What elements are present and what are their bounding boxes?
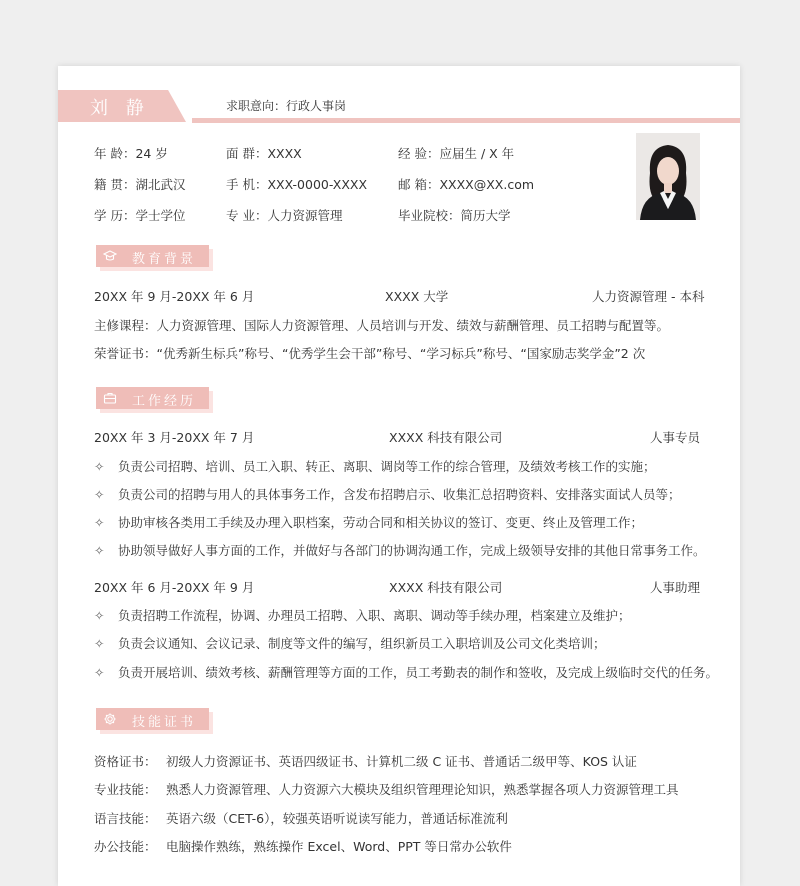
graduation-cap-icon xyxy=(103,249,117,263)
job-intent: 求职意向：行政人事岗 xyxy=(226,99,347,113)
skill-row: 资格证书： 初级人力资源证书、英语四级证书、计算机二级 C 证书、普通话二级甲等、KOS 认证 xyxy=(94,754,637,769)
skill-row: 办公技能： 电脑操作熟练，熟练操作 Excel、Word、PPT 等日常办公软件 xyxy=(94,839,512,854)
section-title: 工作经历 xyxy=(132,394,197,409)
info-experience: 经 验：应届生 / X 年 xyxy=(398,146,515,161)
info-school: 毕业院校：简历大学 xyxy=(398,208,511,223)
info-appearance: 面 群：XXXX xyxy=(226,146,302,161)
job-company: XXXX 科技有限公司 xyxy=(389,580,503,595)
info-degree: 学 历：学士学位 xyxy=(94,208,186,223)
diamond-bullet-icon: ✧ xyxy=(94,636,105,651)
diamond-bullet-icon: ✧ xyxy=(94,459,105,474)
info-origin: 籍 贯：湖北武汉 xyxy=(94,177,186,192)
job-duty: ✧ 协助审核各类用工手续及办理入职档案，劳动合同和相关协议的签订、变更、终止及管理工作； xyxy=(94,515,644,530)
job-duty: ✧ 协助领导做好人事方面的工作，并做好与各部门的协调沟通工作，完成上级领导安排的其他日常事务工作。 xyxy=(94,543,706,558)
job-company: XXXX 科技有限公司 xyxy=(389,430,503,445)
info-major: 专 业：人力资源管理 xyxy=(226,208,343,223)
gear-icon xyxy=(103,712,117,726)
section-title: 教育背景 xyxy=(132,252,197,267)
edu-honors: 荣誉证书：“优秀新生标兵”称号、“优秀学生会干部”称号、“学习标兵”称号、“国家励志奖学金”2 次 xyxy=(94,346,646,361)
job-duty: ✧ 负责开展培训、绩效考核、薪酬管理等方面的工作，员工考勤表的制作和签收，及完成上级临时交代的任务。 xyxy=(94,665,719,680)
briefcase-icon xyxy=(103,391,117,405)
profile-photo xyxy=(636,133,700,220)
info-email: 邮 箱：XXXX@XX.com xyxy=(398,177,535,192)
job-period: 20XX 年 3 月-20XX 年 7 月 xyxy=(94,430,255,445)
edu-courses: 主修课程：人力资源管理、国际人力资源管理、人员培训与开发、绩效与薪酬管理、员工招聘与配置等。 xyxy=(94,318,670,333)
job-period: 20XX 年 6 月-20XX 年 9 月 xyxy=(94,580,255,595)
diamond-bullet-icon: ✧ xyxy=(94,515,105,530)
diamond-bullet-icon: ✧ xyxy=(94,487,105,502)
edu-period: 20XX 年 9 月-20XX 年 6 月 xyxy=(94,289,255,304)
diamond-bullet-icon: ✧ xyxy=(94,543,105,558)
candidate-name: 刘 静 xyxy=(90,98,150,119)
diamond-bullet-icon: ✧ xyxy=(94,665,105,680)
job-duty: ✧ 负责公司招聘、培训、员工入职、转正、离职、调岗等工作的综合管理，及绩效考核工作的实施； xyxy=(94,459,656,474)
job-duty: ✧ 负责招聘工作流程，协调、办理员工招聘、入职、离职、调动等手续办理，档案建立及维护； xyxy=(94,608,631,623)
job-role: 人事专员 xyxy=(650,430,701,445)
edu-school: XXXX 大学 xyxy=(385,289,449,304)
skill-row: 专业技能： 熟悉人力资源管理、人力资源六大模块及组织管理理论知识，熟悉掌握各项人力资源管理工具 xyxy=(94,782,679,797)
job-role: 人事助理 xyxy=(650,580,701,595)
diamond-bullet-icon: ✧ xyxy=(94,608,105,623)
job-duty: ✧ 负责会议通知、会议记录、制度等文件的编写，组织新员工入职培训及公司文化类培训； xyxy=(94,636,606,651)
edu-major: 人力资源管理 - 本科 xyxy=(592,289,705,304)
info-age: 年 龄：24 岁 xyxy=(94,146,168,161)
info-phone: 手 机：XXX-0000-XXXX xyxy=(226,177,368,192)
skill-row: 语言技能： 英语六级（CET-6），较强英语听说读写能力，普通话标准流利 xyxy=(94,811,508,826)
section-title: 技能证书 xyxy=(132,715,197,730)
job-duty: ✧ 负责公司的招聘与用人的具体事务工作，含发布招聘启示、收集汇总招聘资料、安排落实面试人员等； xyxy=(94,487,681,502)
header-divider xyxy=(192,118,740,123)
resume-page xyxy=(58,66,740,886)
